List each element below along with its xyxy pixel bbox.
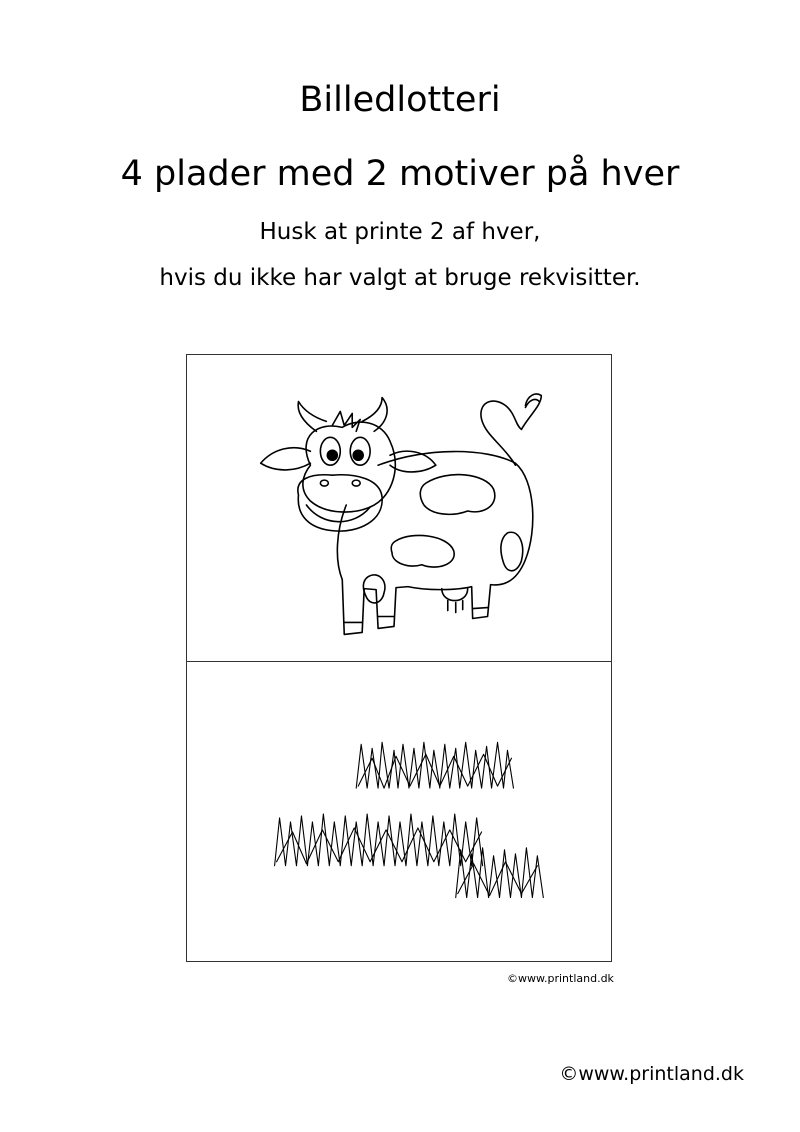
card-panel-cow bbox=[187, 355, 611, 661]
instruction-line-2: hvis du ikke har valgt at bruge rekvisitter. bbox=[159, 265, 641, 291]
cow-illustration bbox=[187, 355, 611, 661]
page-title: Billedlotteri bbox=[299, 80, 501, 120]
card-credit: ©www.printland.dk bbox=[507, 972, 614, 985]
card-panel-grass bbox=[187, 662, 611, 961]
bingo-card bbox=[186, 354, 612, 962]
page-credit: ©www.printland.dk bbox=[559, 1063, 744, 1085]
page-subtitle: 4 plader med 2 motiver på hver bbox=[120, 154, 680, 194]
instruction-line-1: Husk at printe 2 af hver, bbox=[259, 219, 541, 245]
grass-illustration bbox=[187, 662, 611, 961]
